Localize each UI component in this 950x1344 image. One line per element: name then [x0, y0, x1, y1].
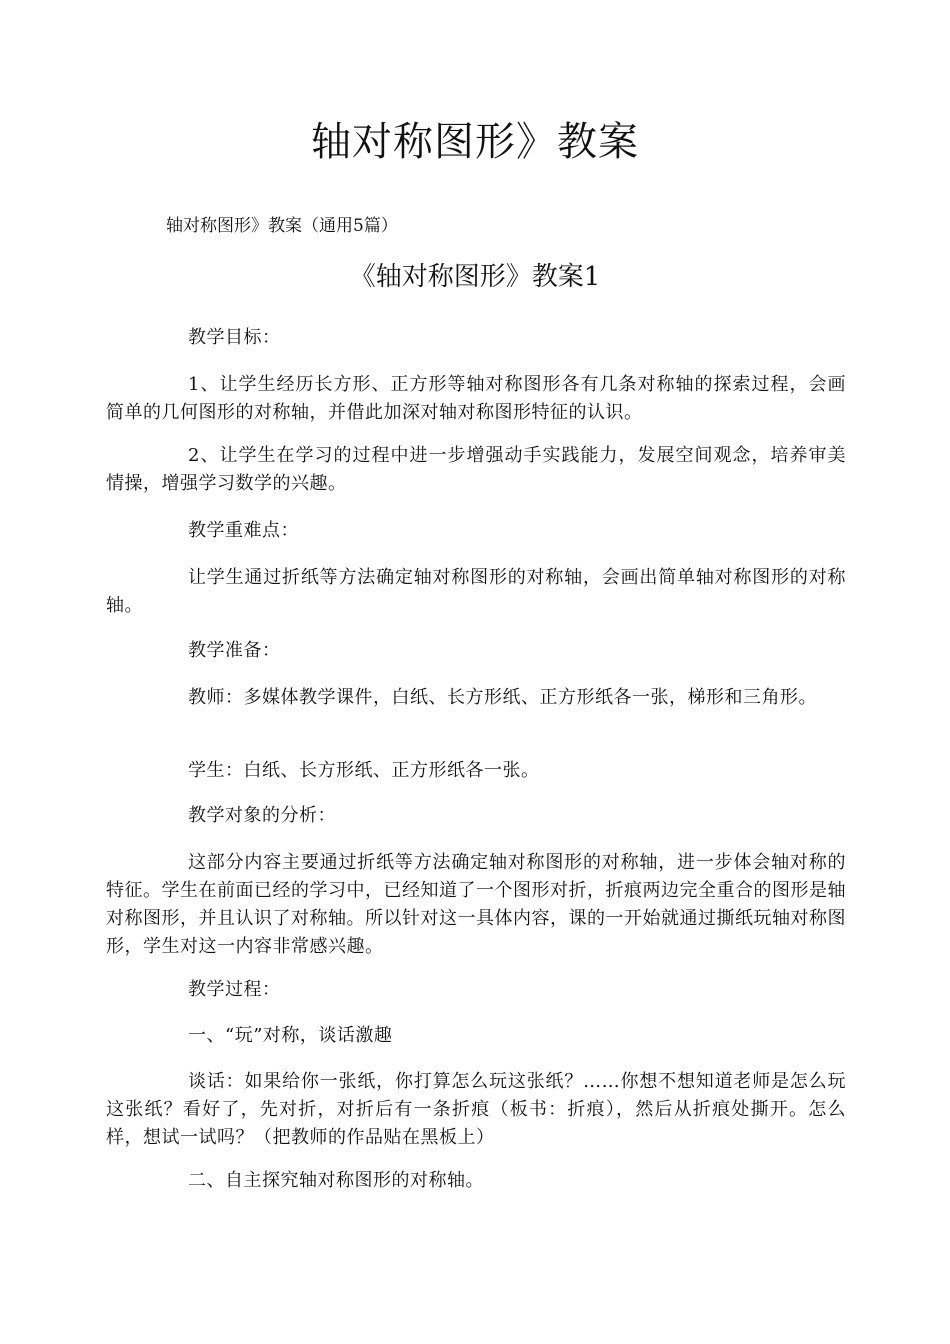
- heading-teaching-goals: 教学目标：: [188, 327, 281, 348]
- paragraph-step-1-dialogue: 谈话：如果给你一张纸，你打算怎么玩这张纸？……你想不想知道老师是怎么玩这张纸？看好了，先对折，对折后有一条折痕（板书：折痕），然后从折痕处撕开。怎么样，想试一试吗？（把教师的作品贴在黑板上）: [106, 1071, 846, 1148]
- paragraph-student-materials: 学生：白纸、长方形纸、正方形纸各一张。: [188, 760, 540, 781]
- heading-preparation: 教学准备：: [188, 640, 281, 661]
- heading-step-1: 一、“玩”对称，谈话激趣: [188, 1025, 393, 1046]
- document-subtitle: 轴对称图形》教案（通用5篇）: [166, 216, 398, 236]
- paragraph-goal-2: 2、让学生在学习的过程中进一步增强动手实践能力，发展空间观念，培养审美情操，增强学习数学的兴趣。: [106, 445, 846, 494]
- heading-teaching-process: 教学过程：: [188, 979, 281, 1000]
- heading-step-2: 二、自主探究轴对称图形的对称轴。: [188, 1170, 484, 1191]
- paragraph-teacher-materials: 教师：多媒体教学课件，白纸、长方形纸、正方形纸各一张，梯形和三角形。: [188, 687, 817, 708]
- heading-key-points: 教学重难点：: [188, 520, 299, 541]
- paragraph-audience-analysis: 这部分内容主要通过折纸等方法确定轴对称图形的对称轴，进一步体会轴对称的特征。学生在前面已经的学习中，已经知道了一个图形对折，折痕两边完全重合的图形是轴对称图形，并且认识了对称轴。所以针对这一具体内容，课的一开始就通过撕纸玩轴对称图形，学生对这一内容非常感兴趣。: [106, 852, 846, 957]
- section-title: 《轴对称图形》教案1: [349, 262, 601, 292]
- paragraph-goal-1: 1、让学生经历长方形、正方形等轴对称图形各有几条对称轴的探索过程，会画简单的几何图形的对称轴，并借此加深对轴对称图形特征的认识。: [106, 374, 846, 423]
- document-title: 轴对称图形》教案: [311, 119, 639, 165]
- heading-audience-analysis: 教学对象的分析：: [188, 805, 336, 826]
- paragraph-key-points: 让学生通过折纸等方法确定轴对称图形的对称轴，会画出简单轴对称图形的对称轴。: [106, 567, 846, 616]
